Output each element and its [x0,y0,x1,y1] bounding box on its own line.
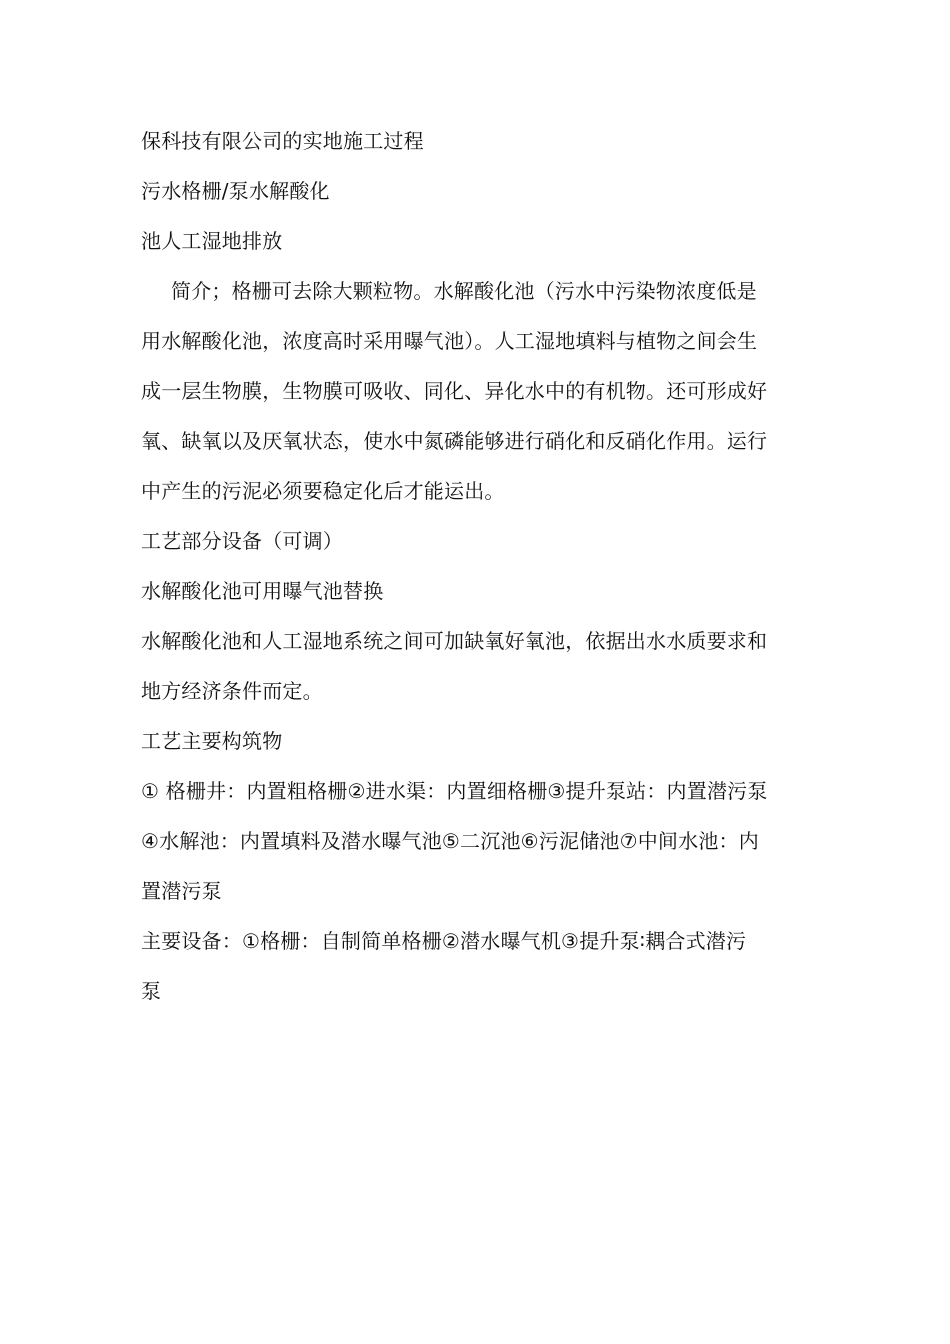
main-equipment-line-2: 泵 [141,979,162,1003]
structures-heading: 工艺主要构筑物 [141,729,283,753]
structures-line-1: ① 格栅井：内置粗格栅②进水渠：内置细格栅③提升泵站：内置潜污泵 [141,779,768,803]
title-line: 保科技有限公司的实地施工过程 [141,129,424,153]
equipment-note-2-line-1: 水解酸化池和人工湿地系统之间可加缺氧好氧池，依据出水水质要求和 [141,629,768,653]
process-flow-line-2: 池人工湿地排放 [141,229,283,253]
main-equipment-line-1: 主要设备：①格栅：自制简单格栅②潜水曝气机③提升泵∶耦合式潜污 [141,929,747,953]
intro-paragraph-line-5: 中产生的污泥必须要稳定化后才能运出。 [141,479,505,503]
process-flow-line-1: 污水格栅/泵水解酸化 [141,179,330,203]
intro-paragraph-line-4: 氧、缺氧以及厌氧状态，使水中氮磷能够进行硝化和反硝化作用。运行 [141,429,768,453]
structures-line-3: 置潜污泵 [141,879,222,903]
equipment-note-2-line-2: 地方经济条件而定。 [141,679,323,703]
structures-line-2: ④水解池：内置填料及潜水曝气池⑤二沉池⑥污泥储池⑦中间水池：内 [141,829,759,853]
document-body [141,116,811,1016]
intro-paragraph-line-1: 简介；格栅可去除大颗粒物。水解酸化池（污水中污染物浓度低是 [171,279,757,303]
intro-paragraph-line-3: 成一层生物膜，生物膜可吸收、同化、异化水中的有机物。还可形成好 [141,379,768,403]
equipment-note-1: 水解酸化池可用曝气池替换 [141,579,384,603]
equipment-heading: 工艺部分设备（可调） [141,529,343,553]
intro-paragraph-line-2: 用水解酸化池，浓度高时采用曝气池）。人工湿地填料与植物之间会生 [141,329,758,353]
